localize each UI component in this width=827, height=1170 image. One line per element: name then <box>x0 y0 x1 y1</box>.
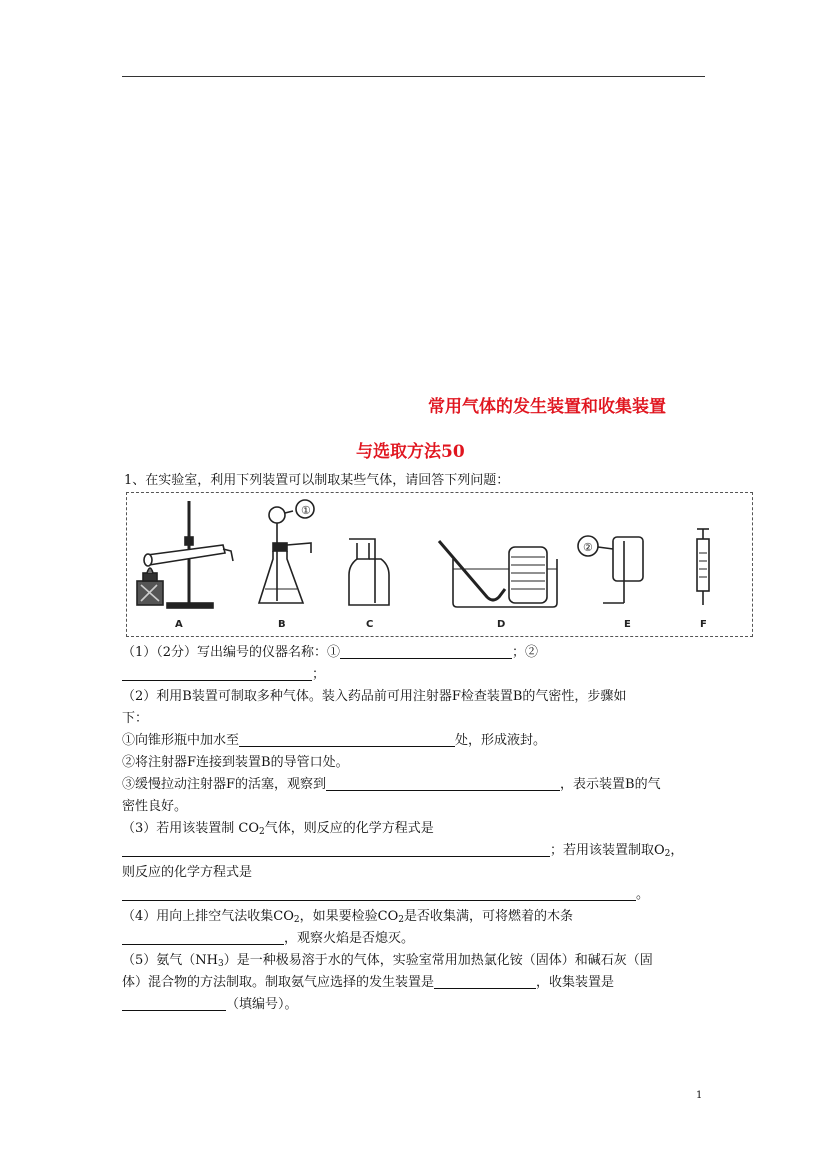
page-number: 1 <box>696 1090 703 1101</box>
q5-line1: （5）氨气$(NH_3)$是一种极易溶于水的气体，实验室常用加热氯化铵（固体）和碱石灰（固 <box>122 953 653 969</box>
apparatus-d <box>439 541 557 607</box>
apparatus-drawing <box>127 493 754 638</box>
q3-line2: ；若用该装置制取$O_2$， <box>122 843 683 862</box>
answer-blank-8[interactable] <box>434 975 536 989</box>
q2-line1: （2）利用B装置可制取多种气体。装入药品前可用注射器F检查装置B的气密性，步骤如 <box>122 689 627 704</box>
q2-step2: ②将注射器F连接到装置B的导管口处。 <box>122 755 349 770</box>
q3-line3: 则反应的化学方程式是 <box>122 865 253 880</box>
q2-step3: ③缓慢拉动注射器F的活塞，观察到 ，表示装置B的气 <box>122 777 661 792</box>
label-a: A <box>175 619 183 630</box>
q3-line4: 。 <box>122 887 649 903</box>
answer-blank-9[interactable] <box>122 997 226 1011</box>
q5-line2: 体）混合物的方法制取。制取氨气应选择的发生装置是 ，收集装置是 <box>122 975 615 990</box>
apparatus-e <box>578 536 643 603</box>
apparatus-figure <box>126 492 753 637</box>
answer-blank-7[interactable] <box>122 931 284 945</box>
page-title-line1: 常用气体的发生装置和收集装置 <box>428 397 666 417</box>
answer-blank-3[interactable] <box>239 733 455 747</box>
answer-blank-1[interactable] <box>340 645 512 659</box>
svg-text:①: ① <box>301 504 311 517</box>
apparatus-a <box>137 501 233 608</box>
q2-line2: 下： <box>122 711 149 726</box>
page-title-line2: 与选取方法50 <box>356 442 465 462</box>
q3-line1: （3）若用该装置制 $CO_2$气体，则反应的化学方程式是 <box>122 821 434 837</box>
header-rule <box>122 76 705 77</box>
label-f: F <box>700 619 707 630</box>
label-b: B <box>278 619 286 630</box>
q5-line3: （填编号）。 <box>122 997 298 1013</box>
figure-labels <box>175 619 707 630</box>
answer-blank-2[interactable] <box>122 667 312 681</box>
q2-step1: ①向锥形瓶中加水至 处，形成液封。 <box>122 733 547 748</box>
answer-blank-4[interactable] <box>326 777 560 791</box>
q4-line2: ，观察火焰是否熄灭。 <box>122 931 414 947</box>
answer-blank-5[interactable] <box>122 843 550 857</box>
q1-line1: （1）（2分）写出编号的仪器名称：① ；② <box>122 645 539 660</box>
question-intro: 1、在实验室，利用下列装置可以制取某些气体，请回答下列问题： <box>124 473 510 488</box>
q4-line1: （4）用向上排空气法收集$CO_2$，如果要检验$CO_2$是否收集满，可将燃着的木条 <box>122 909 573 925</box>
label-e: E <box>624 619 631 630</box>
apparatus-c <box>349 539 389 605</box>
q2-step3-cont: 密性良好。 <box>122 799 188 814</box>
apparatus-f <box>697 529 709 605</box>
label-d: D <box>497 619 506 630</box>
q1-line2: ； <box>122 667 325 683</box>
apparatus-b <box>259 500 314 603</box>
svg-text:②: ② <box>583 541 593 554</box>
answer-blank-6[interactable] <box>122 887 636 901</box>
label-c: C <box>366 619 374 630</box>
